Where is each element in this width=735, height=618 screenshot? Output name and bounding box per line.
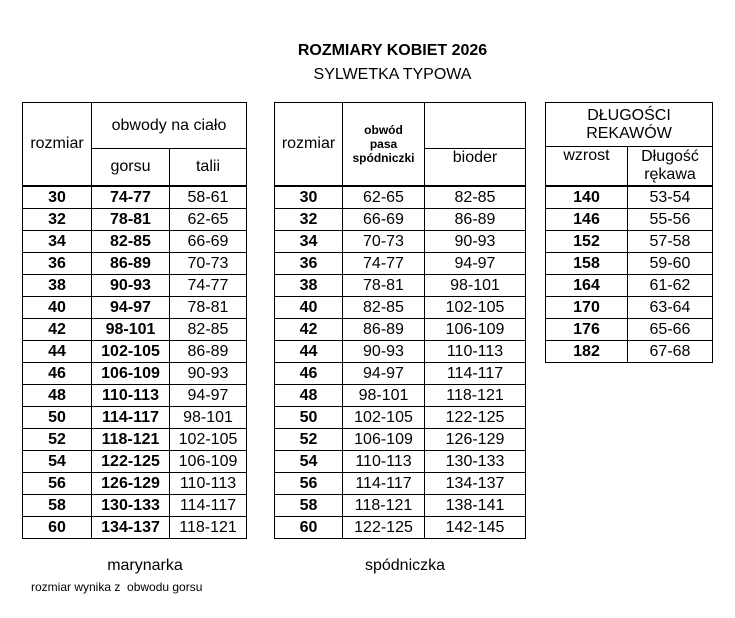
table-row (23, 341, 247, 363)
table-cell: 58-61 (170, 186, 247, 209)
table-cell: 114-117 (343, 473, 425, 495)
table-row (546, 186, 713, 209)
table-cell: 126-129 (425, 429, 526, 451)
table-cell: 134-137 (425, 473, 526, 495)
table-cell: 86-89 (425, 209, 526, 231)
table-cell: 61-62 (628, 275, 713, 297)
table-cell: 66-69 (343, 209, 425, 231)
table-cell: 110-113 (425, 341, 526, 363)
table-cell: 114-117 (425, 363, 526, 385)
table-cell: 86-89 (92, 253, 170, 275)
table-row (275, 231, 526, 253)
table-cell: 106-109 (425, 319, 526, 341)
table-row (275, 363, 526, 385)
table-cell: 146 (546, 209, 628, 231)
table-cell: 110-113 (343, 451, 425, 473)
table-cell: 94-97 (343, 363, 425, 385)
table-cell: 106-109 (92, 363, 170, 385)
table-cell: 38 (275, 275, 343, 297)
skirt-size-table (274, 102, 526, 539)
table-row (546, 275, 713, 297)
table-row (23, 517, 247, 539)
table-cell: 176 (546, 319, 628, 341)
page-title: ROZMIARY KOBIET 2026 (297, 42, 488, 59)
table-cell: 130-133 (92, 495, 170, 517)
table-cell: 122-125 (343, 517, 425, 539)
table-cell: 74-77 (170, 275, 247, 297)
col-header-size: rozmiar (275, 103, 343, 187)
table-cell: 62-65 (170, 209, 247, 231)
table-cell: 140 (546, 186, 628, 209)
table-row (23, 231, 247, 253)
table-row (275, 253, 526, 275)
table-row (546, 231, 713, 253)
table-row (275, 186, 526, 209)
table-cell: 102-105 (425, 297, 526, 319)
table-cell: 82-85 (425, 186, 526, 209)
table-cell: 134-137 (92, 517, 170, 539)
table-cell: 158 (546, 253, 628, 275)
jacket-caption: marynarka (107, 557, 183, 574)
table-cell: 56 (275, 473, 343, 495)
table-row (23, 363, 247, 385)
table-cell: 122-125 (92, 451, 170, 473)
table-cell: 50 (275, 407, 343, 429)
table-cell: 90-93 (92, 275, 170, 297)
table-cell: 34 (23, 231, 92, 253)
table-row (275, 429, 526, 451)
table-cell: 40 (23, 297, 92, 319)
table-cell: 138-141 (425, 495, 526, 517)
table-cell: 106-109 (343, 429, 425, 451)
table-cell: 74-77 (343, 253, 425, 275)
table-cell: 48 (275, 385, 343, 407)
table-cell: 52 (23, 429, 92, 451)
table-cell: 58 (275, 495, 343, 517)
table-row (275, 209, 526, 231)
table-row (275, 451, 526, 473)
table-row (23, 451, 247, 473)
table-cell: 110-113 (92, 385, 170, 407)
table-row (23, 473, 247, 495)
table-cell: 63-64 (628, 297, 713, 319)
col-header-waist: talii (170, 149, 247, 187)
table-row (546, 297, 713, 319)
sleeve-table-body (546, 186, 713, 363)
table-cell: 98-101 (170, 407, 247, 429)
table-row (546, 341, 713, 363)
table-row (23, 385, 247, 407)
table-cell: 44 (275, 341, 343, 363)
table-row (23, 495, 247, 517)
skirt-caption: spódniczka (364, 557, 446, 574)
table-cell: 56 (23, 473, 92, 495)
col-header-height: wzrost (546, 147, 628, 187)
table-cell: 70-73 (343, 231, 425, 253)
table-row (23, 253, 247, 275)
table-cell: 70-73 (170, 253, 247, 275)
table-cell: 114-117 (170, 495, 247, 517)
table-cell: 102-105 (343, 407, 425, 429)
table-cell: 106-109 (170, 451, 247, 473)
table-cell: 118-121 (425, 385, 526, 407)
table-row (23, 319, 247, 341)
table-row (275, 319, 526, 341)
table-cell: 38 (23, 275, 92, 297)
table-cell: 46 (23, 363, 92, 385)
table-row (546, 319, 713, 341)
table-cell: 42 (275, 319, 343, 341)
table-cell: 30 (275, 186, 343, 209)
table-cell: 94-97 (170, 385, 247, 407)
table-row (275, 495, 526, 517)
table-cell: 94-97 (425, 253, 526, 275)
table-cell: 58 (23, 495, 92, 517)
table-cell: 90-93 (425, 231, 526, 253)
col-header-body-measurements: obwody na ciało (92, 103, 247, 149)
table-cell: 90-93 (343, 341, 425, 363)
table-cell: 118-121 (343, 495, 425, 517)
table-row (23, 209, 247, 231)
sleeve-length-table (545, 102, 713, 363)
table-cell: 142-145 (425, 517, 526, 539)
table-cell: 182 (546, 341, 628, 363)
table-row (23, 407, 247, 429)
table-cell: 102-105 (92, 341, 170, 363)
table-cell: 94-97 (92, 297, 170, 319)
jacket-table-body (23, 186, 247, 539)
table-cell: 118-121 (92, 429, 170, 451)
table-cell: 90-93 (170, 363, 247, 385)
table-row (23, 186, 247, 209)
table-cell: 86-89 (170, 341, 247, 363)
col-header-hip-top (425, 103, 526, 149)
table-cell: 46 (275, 363, 343, 385)
col-header-size: rozmiar (23, 103, 92, 187)
table-cell: 54 (23, 451, 92, 473)
table-cell: 50 (23, 407, 92, 429)
table-cell: 82-85 (92, 231, 170, 253)
page-subtitle: SYLWETKA TYPOWA (313, 66, 472, 83)
col-header-skirt-waist: obwód pasa spódniczki (343, 103, 425, 187)
table-row (546, 209, 713, 231)
table-row (275, 385, 526, 407)
table-cell: 32 (23, 209, 92, 231)
table-cell: 86-89 (343, 319, 425, 341)
table-row (546, 253, 713, 275)
table-cell: 82-85 (343, 297, 425, 319)
table-row (275, 275, 526, 297)
table-cell: 118-121 (170, 517, 247, 539)
table-cell: 42 (23, 319, 92, 341)
table-cell: 82-85 (170, 319, 247, 341)
table-cell: 44 (23, 341, 92, 363)
table-cell: 40 (275, 297, 343, 319)
table-row (275, 297, 526, 319)
table-cell: 36 (23, 253, 92, 275)
table-row (23, 429, 247, 451)
skirt-table-body (275, 186, 526, 539)
table-cell: 114-117 (92, 407, 170, 429)
table-cell: 52 (275, 429, 343, 451)
table-cell: 48 (23, 385, 92, 407)
table-cell: 78-81 (170, 297, 247, 319)
table-cell: 164 (546, 275, 628, 297)
jacket-size-table (22, 102, 247, 539)
table-cell: 60 (275, 517, 343, 539)
table-row (275, 473, 526, 495)
col-header-hips: bioder (425, 149, 526, 187)
table-cell: 66-69 (170, 231, 247, 253)
table-row (23, 275, 247, 297)
table-row (275, 517, 526, 539)
table-cell: 53-54 (628, 186, 713, 209)
table-cell: 102-105 (170, 429, 247, 451)
table-cell: 65-66 (628, 319, 713, 341)
table-cell: 122-125 (425, 407, 526, 429)
table-cell: 54 (275, 451, 343, 473)
table-cell: 34 (275, 231, 343, 253)
col-header-sleeve-lengths: DŁUGOŚCI REKAWÓW (546, 103, 713, 147)
col-header-sleeve-length: Długość rękawa (628, 147, 713, 187)
table-cell: 130-133 (425, 451, 526, 473)
table-cell: 62-65 (343, 186, 425, 209)
table-cell: 78-81 (92, 209, 170, 231)
table-cell: 59-60 (628, 253, 713, 275)
table-row (275, 341, 526, 363)
table-cell: 30 (23, 186, 92, 209)
table-cell: 98-101 (92, 319, 170, 341)
table-cell: 98-101 (343, 385, 425, 407)
table-cell: 152 (546, 231, 628, 253)
table-cell: 67-68 (628, 341, 713, 363)
table-cell: 110-113 (170, 473, 247, 495)
col-header-bust: gorsu (92, 149, 170, 187)
table-row (23, 297, 247, 319)
table-row (275, 407, 526, 429)
jacket-note: rozmiar wynika z obwodu gorsu (31, 580, 203, 594)
table-cell: 55-56 (628, 209, 713, 231)
table-cell: 170 (546, 297, 628, 319)
table-cell: 78-81 (343, 275, 425, 297)
table-cell: 126-129 (92, 473, 170, 495)
table-cell: 60 (23, 517, 92, 539)
table-cell: 32 (275, 209, 343, 231)
table-cell: 98-101 (425, 275, 526, 297)
table-cell: 57-58 (628, 231, 713, 253)
table-cell: 36 (275, 253, 343, 275)
table-cell: 74-77 (92, 186, 170, 209)
